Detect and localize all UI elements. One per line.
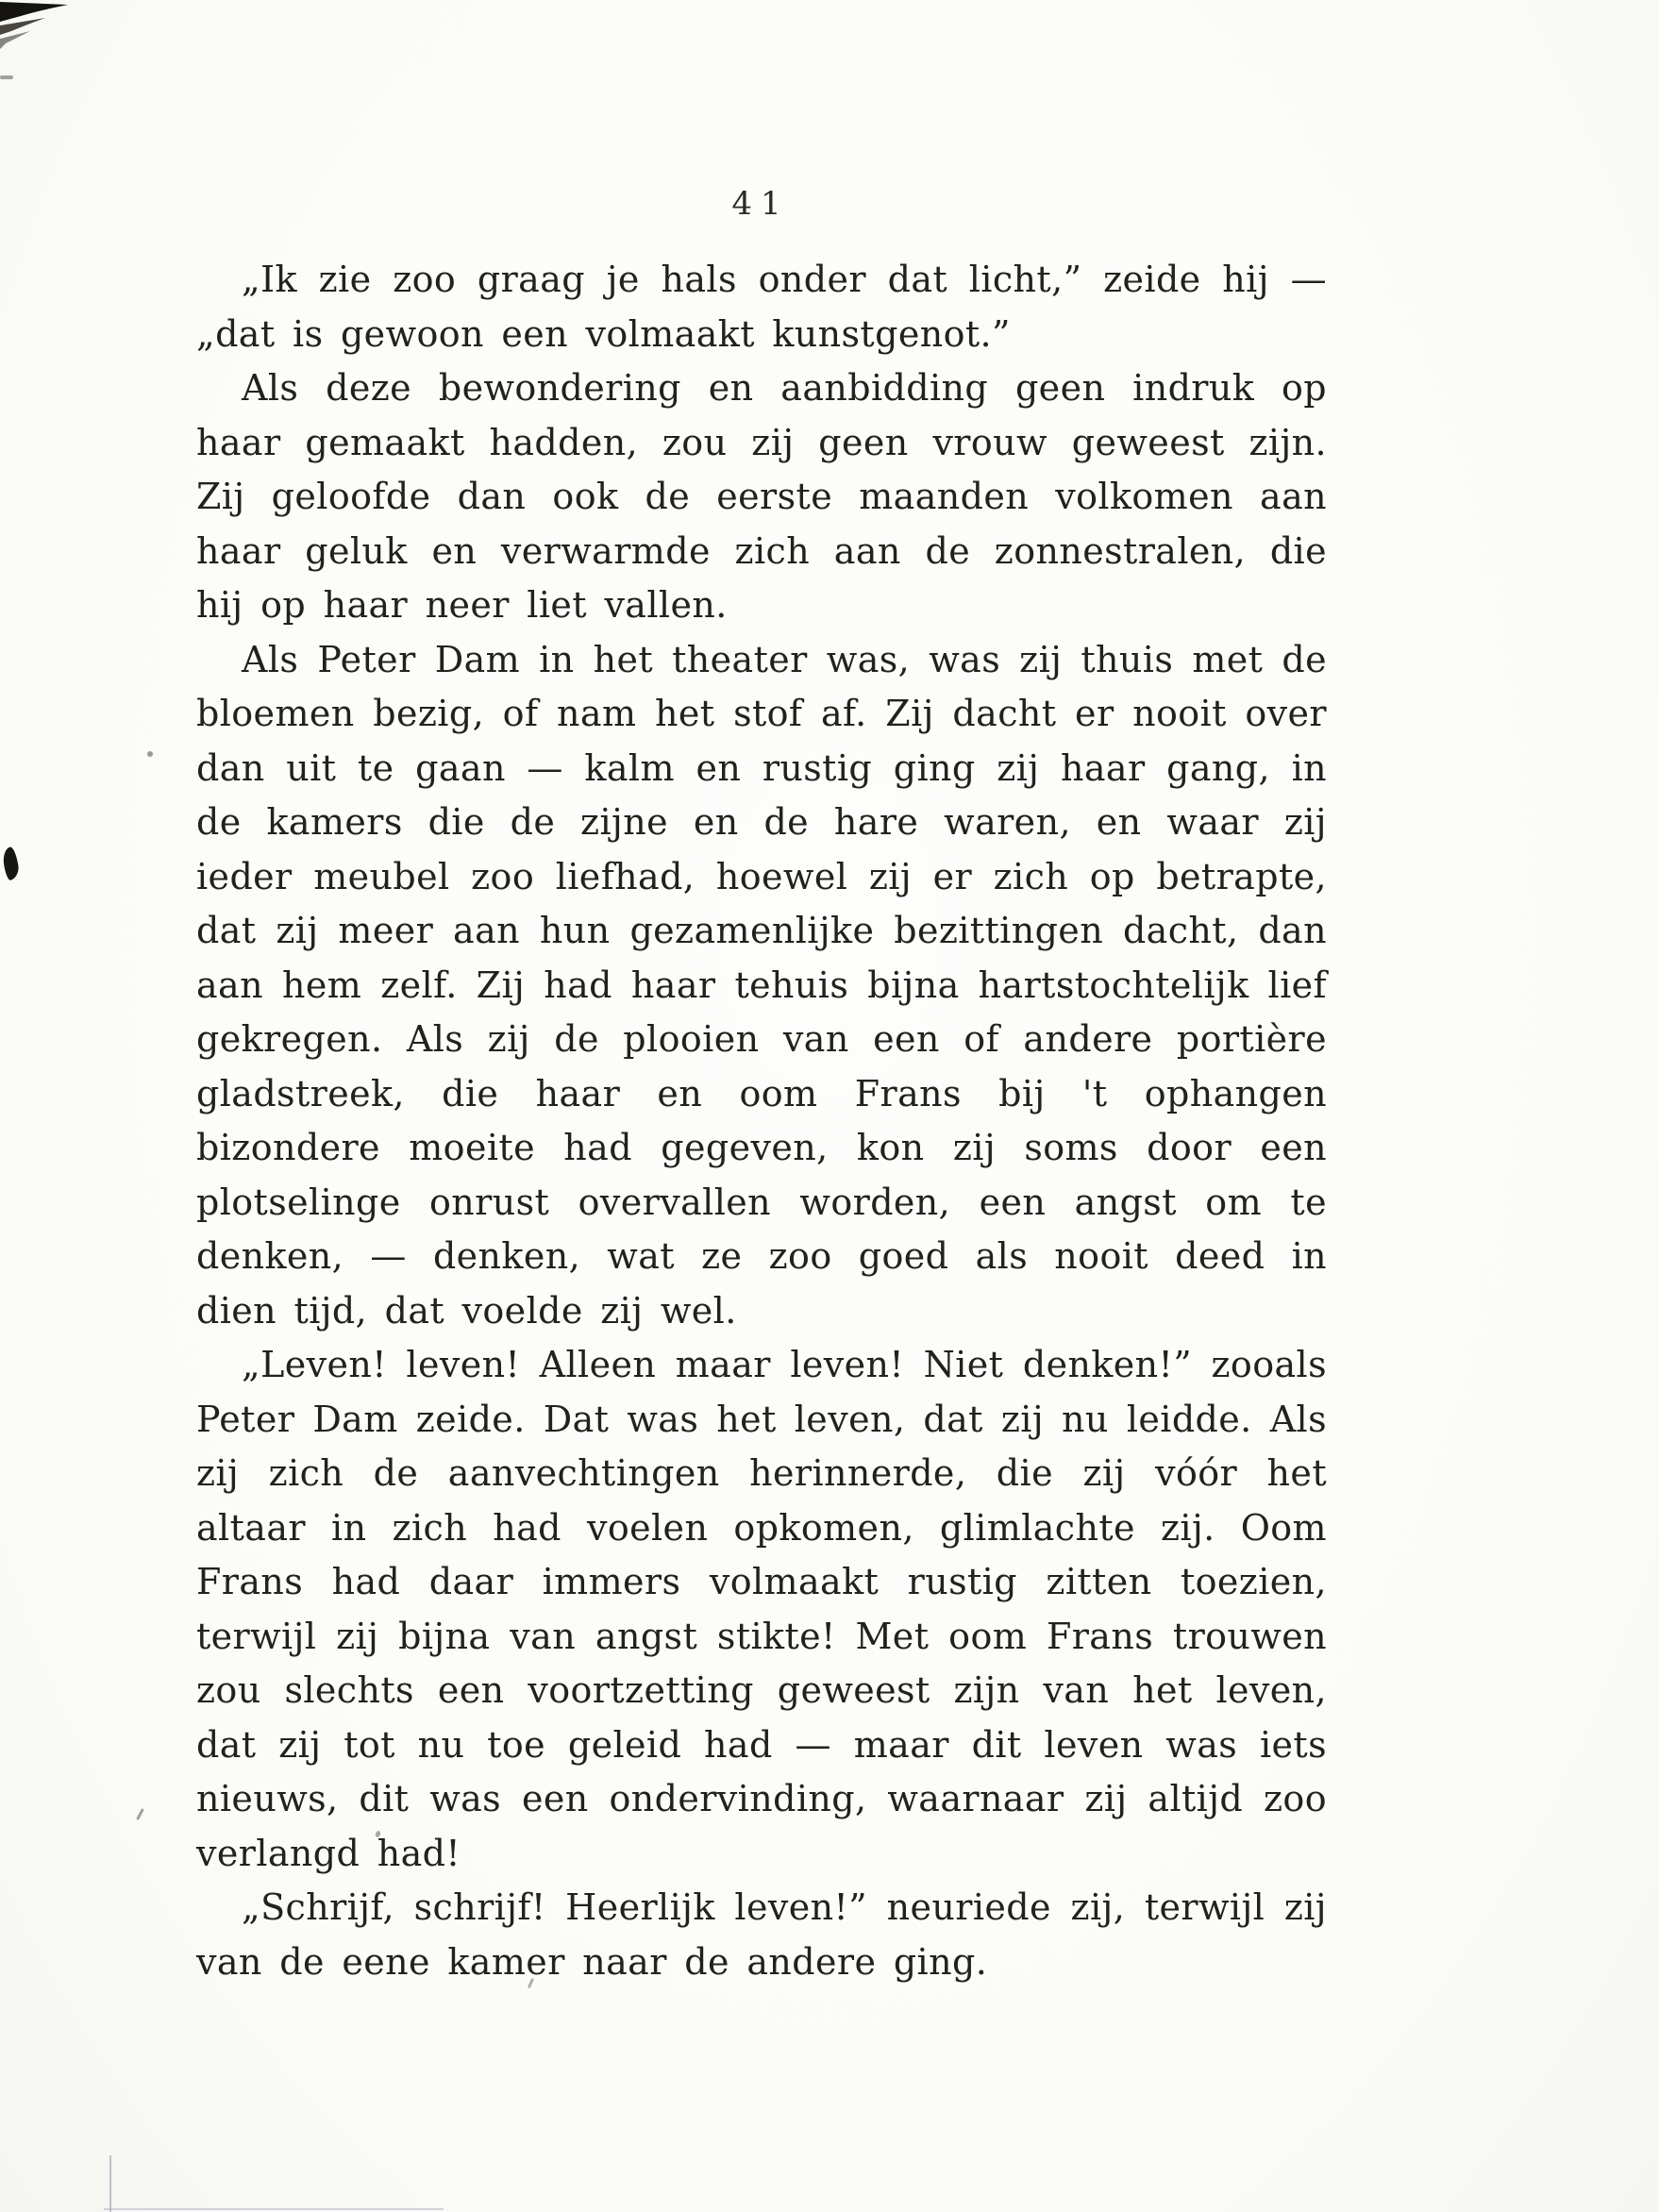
- scan-speck: [147, 751, 153, 757]
- paragraph-1: „Ik zie zoo graag je hals onder dat licht,” zeide hij — „dat is gewoon een volmaakt kunstgenot.”: [196, 259, 1327, 355]
- scan-speck: [136, 1808, 144, 1820]
- body-text: [196, 253, 1327, 1989]
- paragraph-3: Als Peter Dam in het theater was, was zij thuis met de bloemen bezig, of nam het stof af. Zij dacht er nooit over dan uit te gaan — kalm en rustig ging zij haar gang, in de kamers die de zijne en de hare waren, en waar zij ieder meubel zoo liefhad, hoewel zij er zich op betrapte, dat zij meer aan hun gezamenlijke bezittingen dacht, dan aan hem zelf. Zij had haar tehuis bijna hartstochtelijk lief gekregen. Als zij de plooien van een of andere portière gladstreek, die haar en oom Frans bij 't ophangen bizondere moeite had gegeven, kon zij soms door een plotselinge onrust overvallen worden, een angst om te denken, — denken, wat ze zoo goed als nooit deed in dien tijd, dat voelde zij wel.: [196, 638, 1327, 1332]
- page-number: 41: [731, 185, 790, 223]
- scan-smudge-top-left: [0, 0, 87, 62]
- paragraph-4: „Leven! leven! Alleen maar leven! Niet denken!” zooals Peter Dam zeide. Dat was het leven, dat zij nu leidde. Als zij zich de aanvechtingen herinnerde, die zij vóór het altaar in zich had voelen opkomen, glimlachte zij. Oom Frans had daar immers volmaakt rustig zitten toezien, terwijl zij bijna van angst stikte! Met oom Frans trouwen zou slechts een voortzetting geweest zijn van het leven, dat zij tot nu toe geleid had — maar dit leven was iets nieuws, dit was een ondervinding, waarnaar zij altijd zoo verlangd had!: [196, 1344, 1327, 1874]
- scan-edge-line-vertical: [109, 2155, 111, 2212]
- scan-ink-mark-left: [2, 846, 21, 881]
- scan-edge-dash: [0, 75, 13, 79]
- paragraph-5: „Schrijf, schrijf! Heerlijk leven!” neuriede zij, terwijl zij van de eene kamer naar de andere ging.: [196, 1886, 1327, 1983]
- paragraph-2: Als deze bewondering en aanbidding geen indruk op haar gemaakt hadden, zou zij geen vrouw geweest zijn. Zij geloofde dan ook de eerste maanden volkomen aan haar geluk en verwarmde zich aan de zonnestralen, die hij op haar neer liet vallen.: [196, 367, 1327, 626]
- scan-edge-line-horizontal: [104, 2208, 444, 2210]
